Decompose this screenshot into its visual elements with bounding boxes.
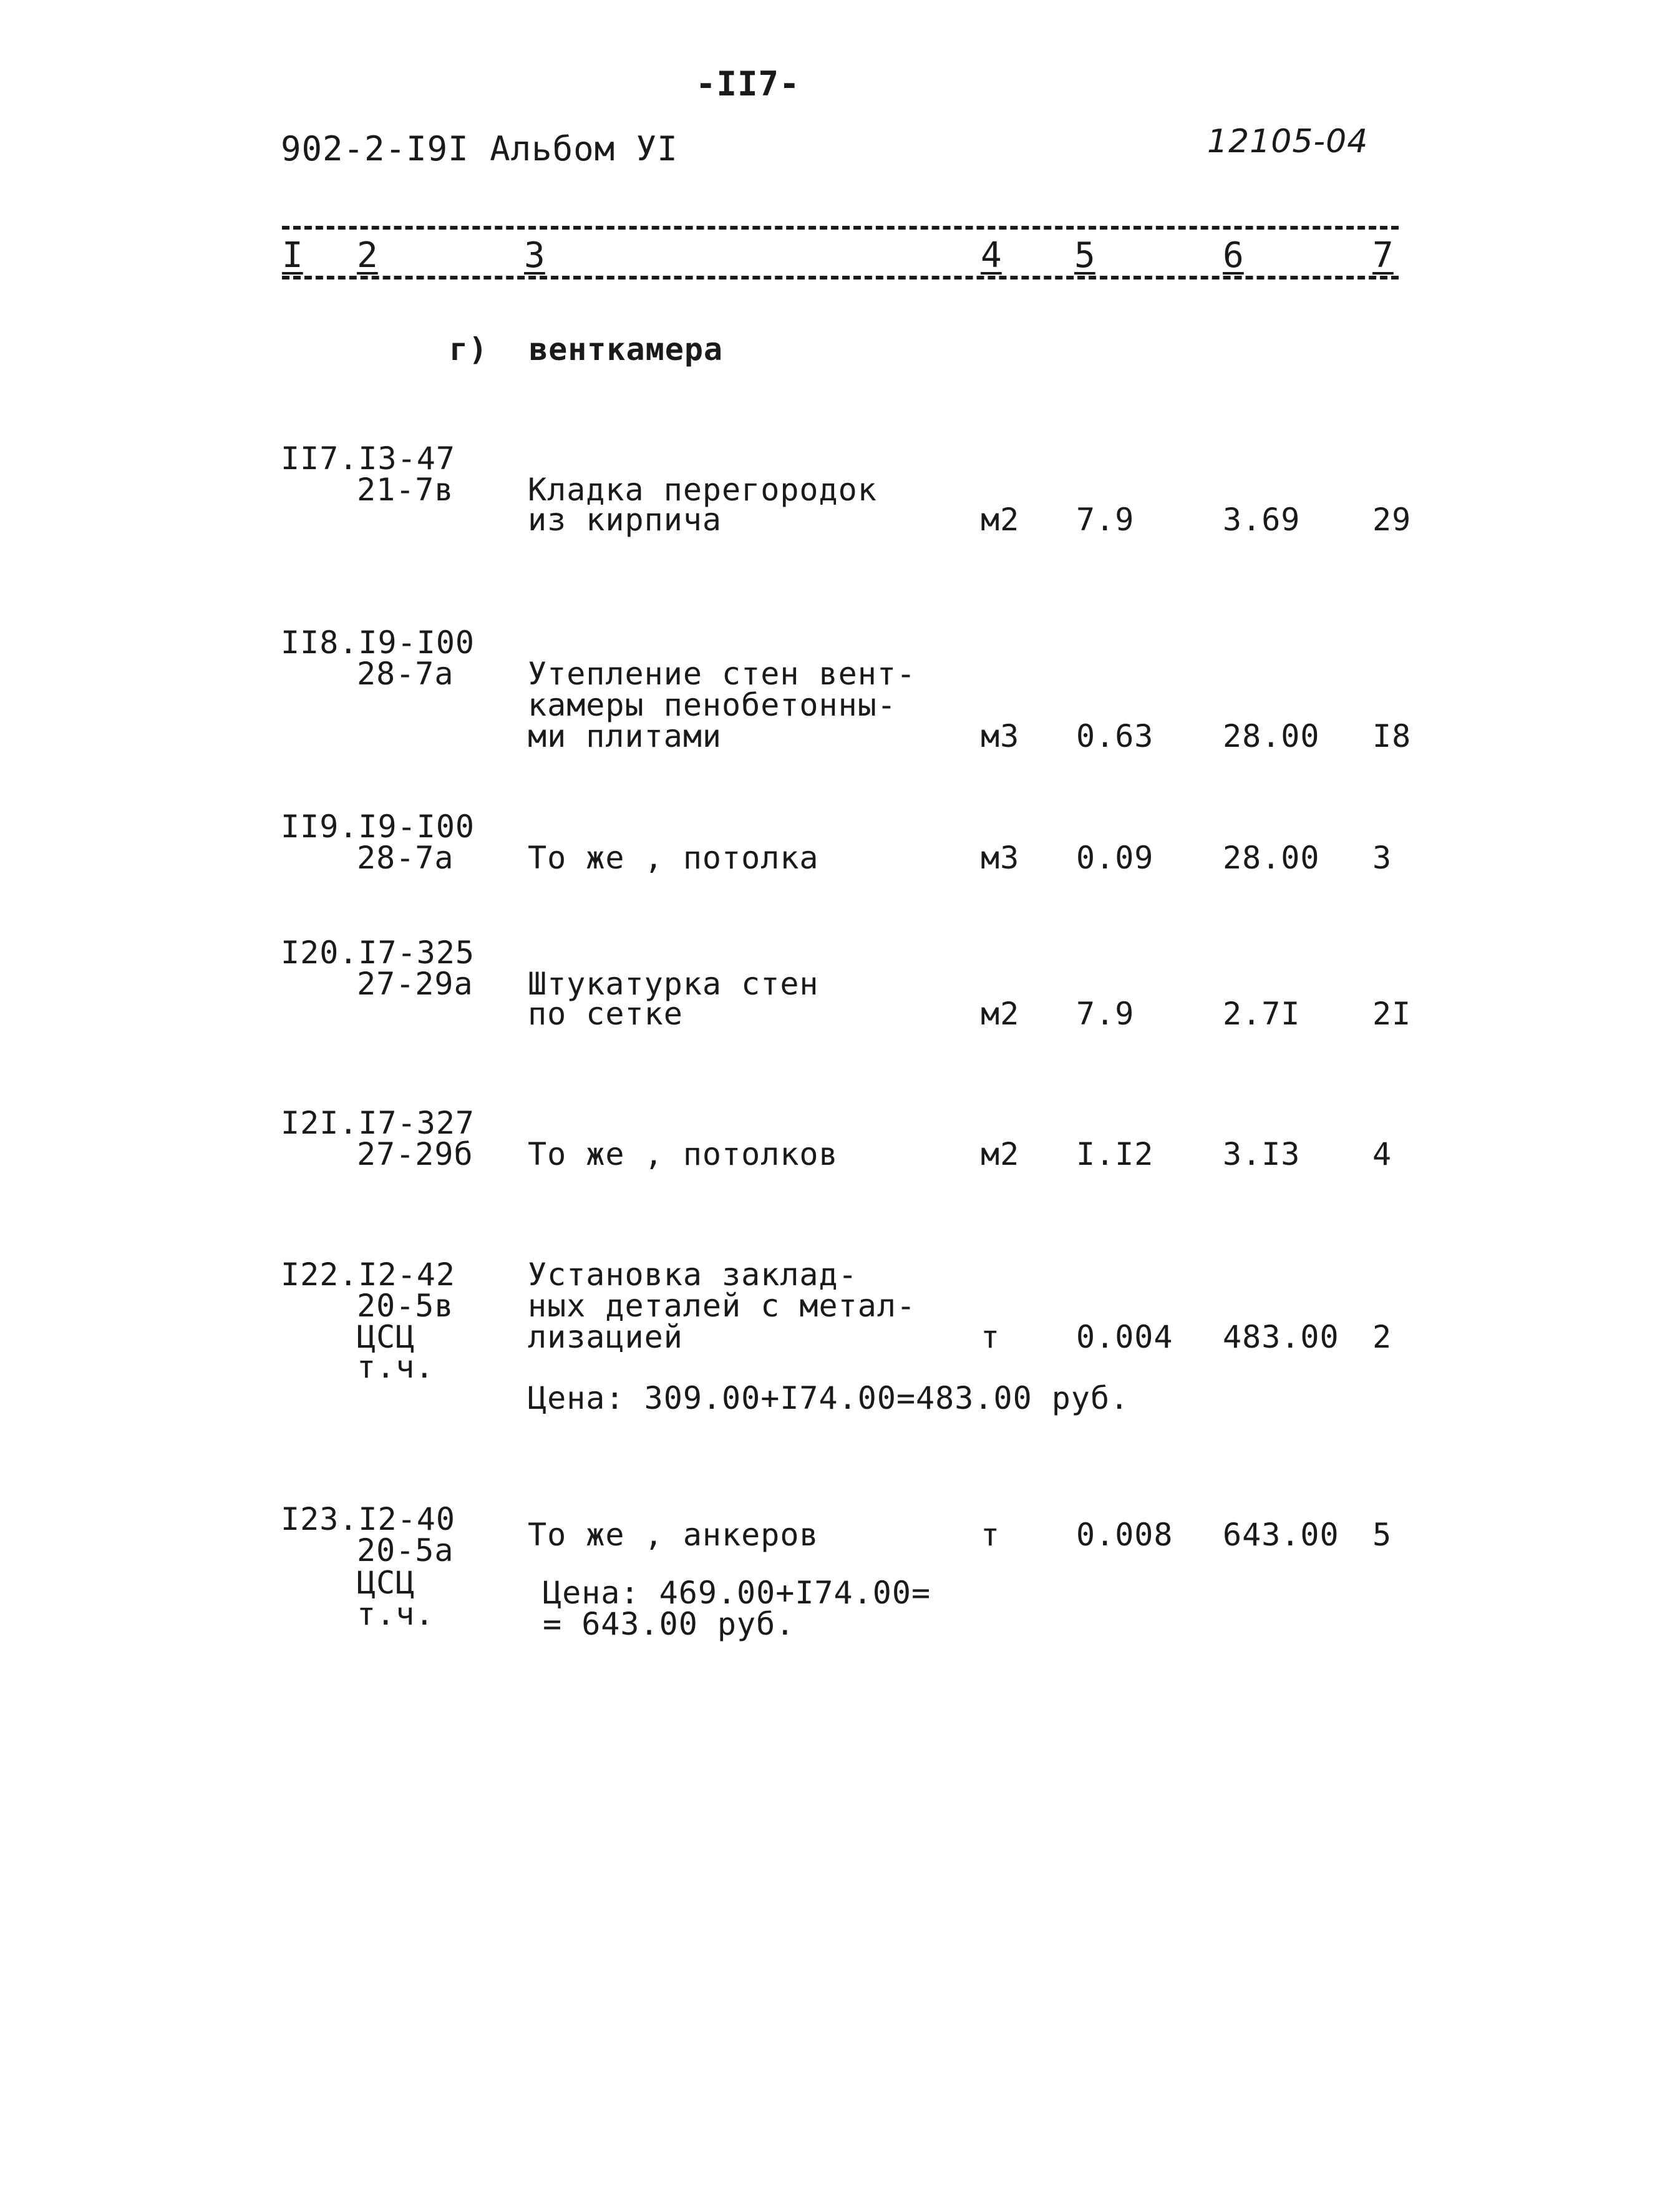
row-price: 28.00 bbox=[1223, 840, 1320, 876]
column-number-3: 3 bbox=[524, 235, 545, 276]
row-unit: м2 bbox=[981, 502, 1020, 538]
row-quantity: I.I2 bbox=[1076, 1136, 1154, 1172]
row-code: II8.I9-I00 bbox=[281, 625, 475, 661]
row-price-note: Цена: 309.00+I74.00=483.00 руб. bbox=[528, 1380, 1130, 1416]
row-description: из кирпича bbox=[528, 502, 722, 538]
row-description: ных деталей с метал- bbox=[528, 1288, 916, 1324]
row-total: I8 bbox=[1372, 718, 1412, 754]
row-description: камеры пенобетонны- bbox=[528, 687, 896, 723]
row-total: 29 bbox=[1372, 502, 1412, 538]
column-number-1: I bbox=[282, 235, 303, 276]
row-code: 21-7в bbox=[357, 472, 454, 508]
row-code: I20.I7-325 bbox=[281, 935, 475, 971]
row-description: Установка заклад- bbox=[528, 1257, 858, 1293]
section-title: венткамера bbox=[529, 331, 724, 367]
row-description: То же , потолка bbox=[528, 840, 819, 876]
row-unit: м2 bbox=[981, 996, 1020, 1032]
row-price: 643.00 bbox=[1223, 1517, 1339, 1553]
row-description: То же , потолков bbox=[528, 1136, 838, 1172]
row-price: 28.00 bbox=[1223, 718, 1320, 754]
column-number-2: 2 bbox=[357, 235, 378, 276]
column-number-4: 4 bbox=[981, 235, 1002, 276]
row-code: 20-5в bbox=[357, 1288, 454, 1324]
row-unit: м3 bbox=[981, 840, 1020, 876]
row-price: 2.7I bbox=[1223, 996, 1301, 1032]
row-code: т.ч. bbox=[357, 1349, 435, 1385]
row-description: ми плитами bbox=[528, 718, 722, 754]
row-description: Штукатурка стен bbox=[528, 966, 819, 1002]
row-code: 28-7а bbox=[357, 656, 454, 692]
row-description: по сетке bbox=[528, 996, 683, 1032]
row-quantity: 0.63 bbox=[1076, 718, 1154, 754]
column-number-7: 7 bbox=[1372, 235, 1394, 276]
row-price: 3.I3 bbox=[1223, 1136, 1301, 1172]
row-quantity: 0.004 bbox=[1076, 1319, 1173, 1355]
column-number-6: 6 bbox=[1223, 235, 1244, 276]
row-unit: м3 bbox=[981, 718, 1020, 754]
row-unit: т bbox=[981, 1319, 1001, 1355]
row-code: 20-5а bbox=[357, 1532, 454, 1568]
row-description: То же , анкеров bbox=[528, 1517, 819, 1553]
header-dashed-rule bbox=[282, 226, 1399, 230]
row-price-note: Цена: 469.00+I74.00= bbox=[543, 1575, 931, 1611]
row-code: I23.I2-40 bbox=[281, 1501, 455, 1537]
row-code: 27-29б bbox=[357, 1136, 473, 1172]
column-number-dashed-rule bbox=[282, 276, 1399, 280]
row-description: лизацией bbox=[528, 1319, 683, 1355]
page-number: -II7- bbox=[696, 64, 800, 104]
row-quantity: 7.9 bbox=[1076, 996, 1135, 1032]
row-code: 27-29а bbox=[357, 966, 473, 1002]
document-code: 902-2-I9I Альбом УI bbox=[281, 129, 678, 168]
section-label: г) bbox=[449, 331, 488, 367]
row-total: 4 bbox=[1372, 1136, 1392, 1172]
row-quantity: 0.008 bbox=[1076, 1517, 1173, 1553]
row-code: I22.I2-42 bbox=[281, 1257, 455, 1293]
row-total: 2I bbox=[1372, 996, 1412, 1032]
row-price: 3.69 bbox=[1223, 502, 1301, 538]
row-description: Кладка перегородок bbox=[528, 472, 877, 508]
row-code: I2I.I7-327 bbox=[281, 1105, 475, 1141]
row-total: 2 bbox=[1372, 1319, 1392, 1355]
row-total: 5 bbox=[1372, 1517, 1392, 1553]
row-total: 3 bbox=[1372, 840, 1392, 876]
inventory-number: 12105-04 bbox=[1207, 123, 1369, 160]
row-code: ЦСЦ bbox=[357, 1319, 415, 1355]
row-code: т.ч. bbox=[357, 1596, 435, 1632]
row-price-note: = 643.00 руб. bbox=[543, 1606, 795, 1642]
row-code: ЦСЦ bbox=[357, 1565, 415, 1601]
row-description: Утепление стен вент- bbox=[528, 656, 916, 692]
column-number-5: 5 bbox=[1074, 235, 1095, 276]
row-price: 483.00 bbox=[1223, 1319, 1339, 1355]
row-code: 28-7а bbox=[357, 840, 454, 876]
row-code: II9.I9-I00 bbox=[281, 809, 475, 845]
row-code: II7.I3-47 bbox=[281, 440, 455, 477]
row-unit: т bbox=[981, 1517, 1001, 1553]
row-quantity: 0.09 bbox=[1076, 840, 1154, 876]
row-quantity: 7.9 bbox=[1076, 502, 1135, 538]
row-unit: м2 bbox=[981, 1136, 1020, 1172]
